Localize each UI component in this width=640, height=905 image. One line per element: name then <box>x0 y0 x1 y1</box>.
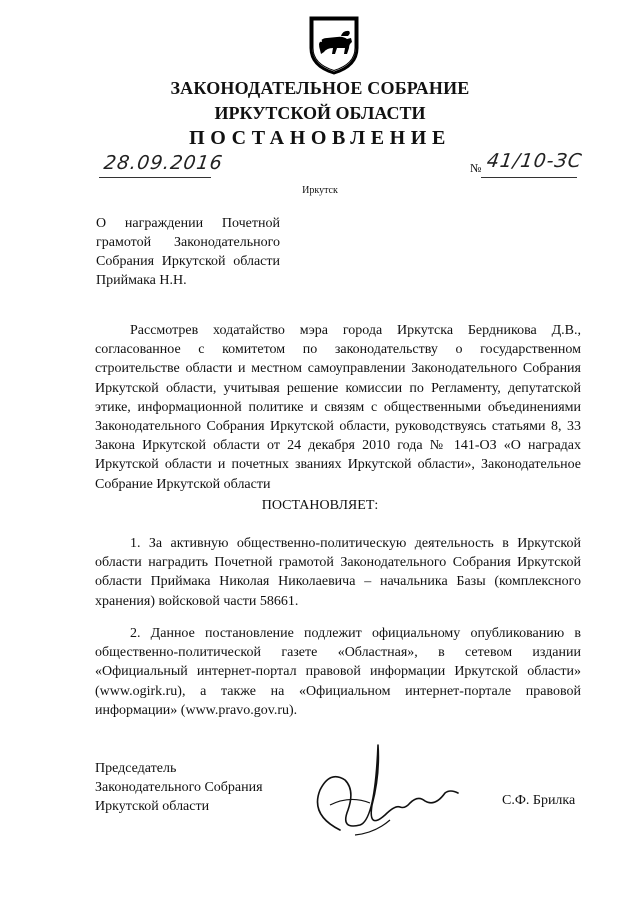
signatory-name: С.Ф. Брилка <box>502 793 576 808</box>
document-type: ПОСТАНОВЛЕНИЕ <box>189 127 451 149</box>
organization-name-line1: ЗАКОНОДАТЕЛЬНОЕ СОБРАНИЕ <box>170 78 470 98</box>
document-date: 28.09.2016 <box>102 152 225 174</box>
preamble-paragraph: Рассмотрев ходатайство мэра города Иркутска Бердникова Д.В., согласованное с комитетом по законодательству о государственном строительстве области и местном самоуправлении Законодательного Собрания Иркутской области, учитывая решение комиссии по Регламенту, депутатской этике, информационной политике и связям с общественными объединениями Законодательного Собрания Иркутской области, руководствуясь статьями 8, 33 Закона Иркутской области от 24 декабря 2010 года № 141-ОЗ «О наградах Иркутской области и почетных званиях Иркутской области», Законодательное Собрание Иркутской области <box>95 323 581 492</box>
document-number: 41/10-ЗС <box>485 150 584 172</box>
number-label: № <box>470 161 482 175</box>
signatory-title-line3: Иркутской области <box>95 799 210 814</box>
signatory-title-line1: Председатель <box>95 761 177 776</box>
signatory-title <box>95 759 263 816</box>
signatory-title-line2: Законодательного Собрания <box>95 780 263 795</box>
number-underline <box>481 177 577 178</box>
decree-point-1: 1. За активную общественно-политическую деятельность в Иркутской области наградить Почетной грамотой Законодательного Собрания Иркутской области Приймака Николая Николаевича – начальника Базы (комплексного хранения) войсковой части 58661. <box>95 536 581 609</box>
document-subject: О награждении Почетной грамотой Законодательного Собрания Иркутской области Приймака Н.Н. <box>96 216 280 288</box>
city: Иркутск <box>302 185 338 196</box>
handwritten-signature <box>300 735 465 845</box>
decree-heading: ПОСТАНОВЛЯЕТ: <box>261 498 379 513</box>
organization-name-line2: ИРКУТСКОЙ ОБЛАСТИ <box>214 103 426 123</box>
irkutsk-coat-of-arms-icon <box>307 14 361 76</box>
date-underline <box>99 177 211 178</box>
decree-point-2: 2. Данное постановление подлежит официальному опубликованию в общественно-политической газете «Областная», в сетевом издании «Официальный интернет-портал правовой информации Иркутской области» (www.ogirk.ru), а также на «Официальном интернет-портале правовой информации» (www.pravo.gov.ru). <box>95 626 581 718</box>
